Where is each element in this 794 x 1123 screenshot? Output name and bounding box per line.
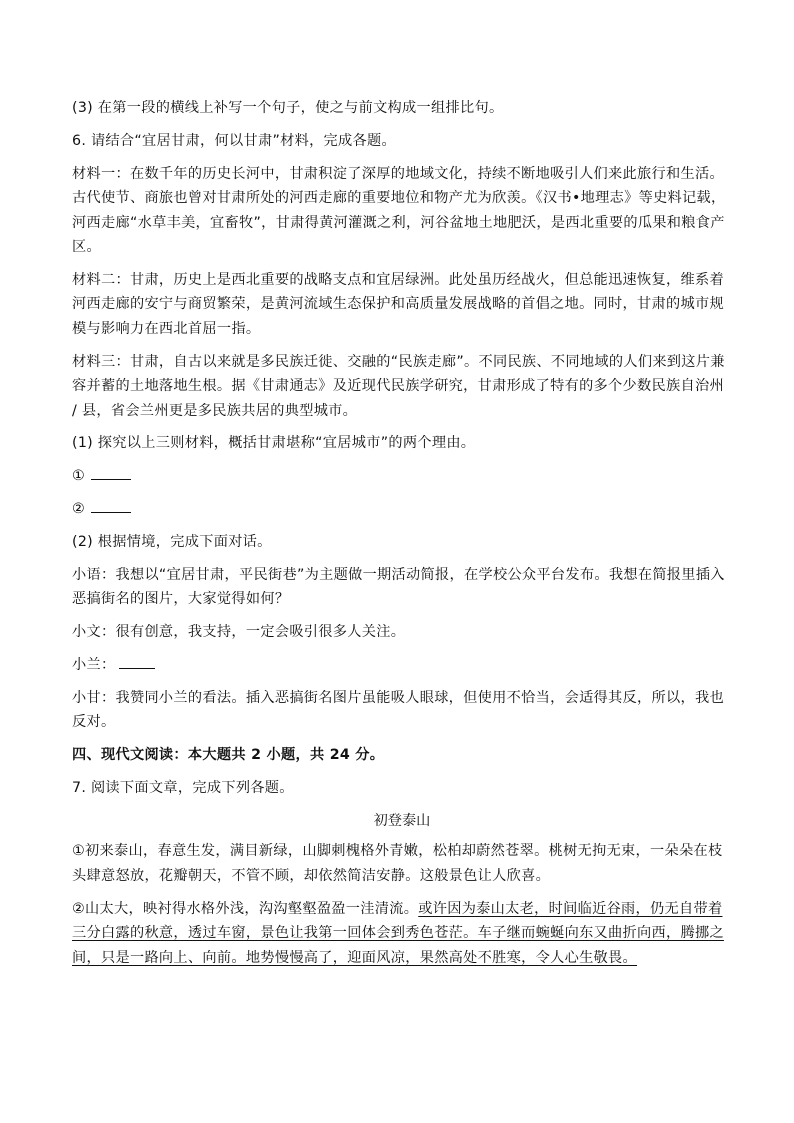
- answer-blank-1: [72, 464, 732, 489]
- dialog-xiaolan-blank[interactable]: [119, 654, 155, 669]
- material-1: 材料一：在数千年的历史长河中，甘肃积淀了深厚的地域文化，持续不断地吸引人们来此旅行和生活。古代使节、商旅也曾对甘肃所处的河西走廊的重要地位和物产尤为欣羡。《汉书•地理志》等史料记载，河西走廊“水草丰美，宜畜牧”，甘肃得黄河灌溉之利，河谷盆地土地肥沃，是西北重要的瓜果和粮食产区。: [72, 165, 726, 256]
- section-heading: 四、现代文阅读：本大题共 2 小题，共 24 分。: [72, 747, 385, 764]
- material-3: 材料三：甘肃，自古以来就是多民族迁徙、交融的“民族走廊”。不同民族、不同地域的人们来到这片兼容并蓄的土地落地生根。据《甘肃通志》及近现代民族学研究，甘肃形成了特有的多个少数民族自治州 / 县，省会兰州更是多民族共居的典型城市。: [72, 353, 725, 419]
- document-page: [72, 96, 732, 978]
- answer-marker-1: ①: [72, 468, 86, 485]
- article-paragraph-2-text: ②山太大，映衬得水格外浅，沟沟壑壑盈盈一洼清流。: [72, 900, 419, 917]
- answer-marker-2: ②: [72, 501, 86, 518]
- dialog-xiaogan: 小甘：我赞同小兰的看法。插入恶搞街名图片虽能吸人眼球，但使用不恰当，会适得其反，所以，我也反对。: [72, 689, 724, 731]
- article-paragraph-2: [72, 897, 732, 971]
- question-5-3: (3) 在第一段的横线上补写一个句子，使之与前文构成一组排比句。: [72, 100, 504, 116]
- answer-line-1[interactable]: [91, 465, 131, 480]
- answer-blank-2: [72, 497, 732, 522]
- question-7-intro: 7. 阅读下面文章，完成下列各题。: [72, 779, 294, 796]
- material-2: 材料二：甘肃，历史上是西北重要的战略支点和宜居绿洲。此处虽历经战火，但总能迅速恢复，维系着河西走廊的安宁与商贸繁荣，是黄河流域生态保护和高质量发展战略的首倡之地。同时，甘肃的城市规模与影响力在西北首屈一指。: [72, 271, 724, 337]
- question-6-2: (2) 根据情境，完成下面对话。: [72, 534, 272, 551]
- dialog-xiaolan: [72, 653, 732, 678]
- article-paragraph-2-underlined: 或许因为泰山太老，时间临近谷雨，仍无自带着三分白露的秋意，透过车窗，景色让我第一回体会到秀色苍茫。车子继而蜿蜒向东又曲折向西，腾挪之间，只是一路向上、向前。地势慢慢高了，迎面风凉，果然高处不胜寒，令人心生敬畏。: [72, 900, 724, 966]
- dialog-xiaoyu: 小语：我想以“宜居甘肃，平民街巷”为主题做一期活动简报，在学校公众平台发布。我想在简报里插入恶搞街名的图片，大家觉得如何？: [72, 566, 725, 608]
- dialog-xiaowen: 小文：很有创意，我支持，一定会吸引很多人关注。: [72, 624, 406, 641]
- article-paragraph-1: ①初来泰山，春意生发，满目新绿，山脚刺槐格外青嫩，松柏却蔚然苍翠。桃树无拘无束，一朵朵在枝头肆意怒放，花瓣朝天，不管不顾，却依然简洁安静。这般景色让人欣喜。: [72, 843, 723, 884]
- dialog-xiaolan-label: 小兰：: [72, 656, 116, 673]
- question-6-1: (1) 探究以上三则材料，概括甘肃堪称“宜居城市”的两个理由。: [72, 435, 476, 452]
- answer-line-2[interactable]: [91, 498, 131, 513]
- question-6-intro: 6. 请结合“宜居甘肃，何以甘肃”材料，完成各题。: [72, 132, 396, 149]
- article-title: 初登泰山: [373, 812, 431, 829]
